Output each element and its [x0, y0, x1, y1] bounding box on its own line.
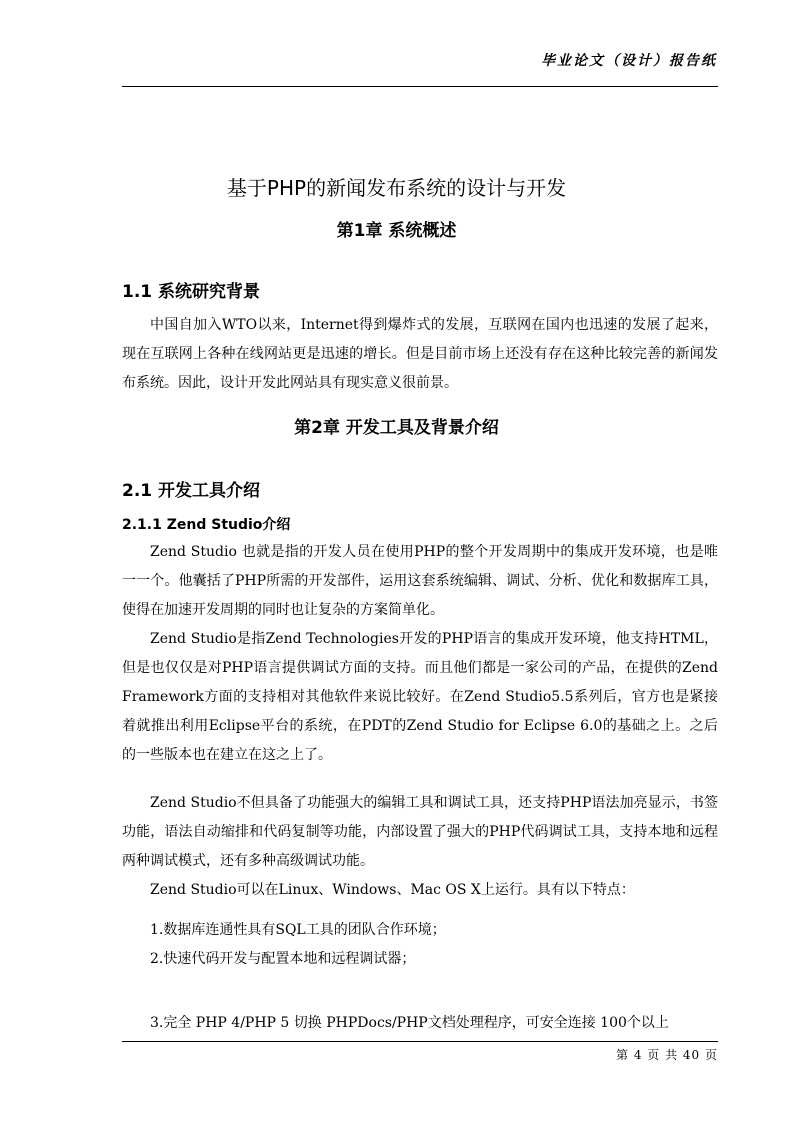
paragraph-zend-features: Zend Studio不但具备了功能强大的编辑工具和调试工具，还支持PHP语法加亮显示，书签功能，语法自动缩排和代码复制等功能，内部设置了强大的PHP代码调试工具，支持本地和远程两种调试模式，还有多种高级调试功能。 [122, 795, 718, 869]
footer-rule [122, 1041, 718, 1042]
paragraph-background: 中国自加入WTO以来，Internet得到爆炸式的发展，互联网在国内也迅速的发展了起来，现在互联网上各种在线网站更是迅速的增长。但是目前市场上还没有存在这种比较完善的新闻发布系统。因此，设计开发此网站具有现实意义很前景。 [122, 317, 718, 391]
page-header: 毕业论文（设计）报告纸 [541, 53, 717, 69]
section-2-1-heading: 2.1 开发工具介绍 [122, 481, 261, 501]
header-rule [122, 86, 718, 87]
paragraph-zend-intro: Zend Studio 也就是指的开发人员在使用PHP的整个开发周期中的集成开发环境，也是唯一一个。他囊括了PHP所需的开发部件，运用这套系统编辑、调试、分析、优化和数据库工具，使得在加速开发周期的同时也让复杂的方案简单化。 [122, 544, 718, 618]
section-1-1-heading: 1.1 系统研究背景 [122, 282, 261, 302]
subsection-2-1-1-heading: 2.1.1 Zend Studio介绍 [122, 517, 291, 533]
list-item: 2.快速代码开发与配置本地和远程调试器； [150, 951, 416, 967]
chapter-2-heading: 第2章 开发工具及背景介绍 [294, 418, 499, 438]
paragraph-zend-technologies: Zend Studio是指Zend Technologies开发的PHP语言的集成开发环境，他支持HTML，但是也仅仅是对PHP语言提供调试方面的支持。而且他们都是一家公司的产品，在提供的Zend Framework方面的支持相对其他软件来说比较好。在Zend Studio5.5系列后，官方也是紧接着就推出利用Eclipse平台的系统，在PDT的Zend Studio for Eclipse 6.0的基础之上。之后的一些版本也在建立在这之上了。 [122, 631, 718, 763]
page-number: 第 4 页 共 40 页 [616, 1048, 718, 1062]
list-item: 1.数据库连通性具有SQL工具的团队合作环境； [150, 922, 446, 938]
list-item: 3.完全 PHP 4/PHP 5 切换 PHPDocs/PHP文档处理程序，可安全连接 100个以上 [150, 1015, 669, 1031]
paper-title: 基于PHP的新闻发布系统的设计与开发 [226, 176, 567, 200]
chapter-1-heading: 第1章 系统概述 [336, 221, 457, 241]
paragraph-zend-platforms: Zend Studio可以在Linux、Windows、Mac OS X上运行。具有以下特点： [150, 882, 635, 898]
